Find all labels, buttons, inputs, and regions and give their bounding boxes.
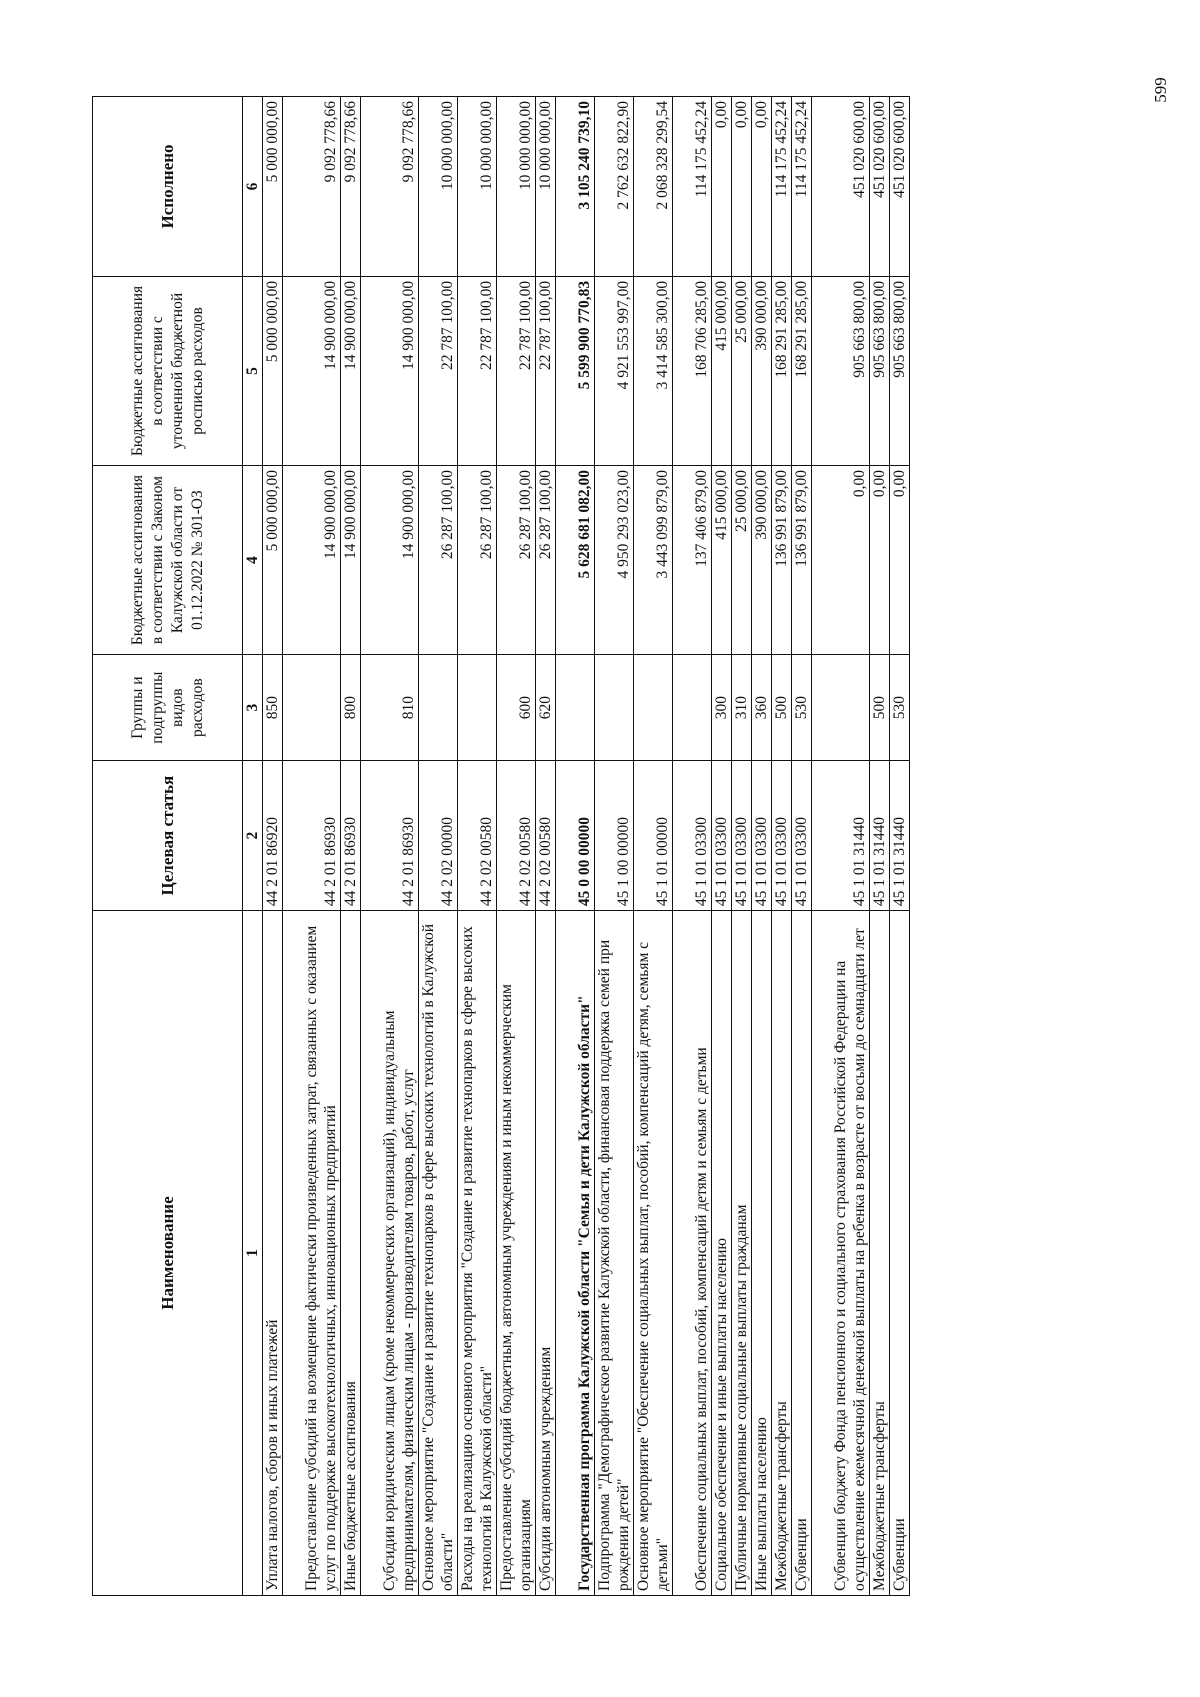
row-group-code: 310 [732, 655, 752, 761]
header-name: Наименование [93, 911, 243, 1596]
row-law-amount: 25 000,00 [732, 466, 752, 655]
row-name: Предоставление субсидий на возмещение фактически произведенных затрат, связанных с оказанием услуг по поддержке высокотехнологичных, инновационных предприятий [283, 911, 341, 1596]
row-name: Расходы на реализацию основного мероприятия "Создание и развитие технопарков в сфере высоких технологий в Калужской области" [458, 911, 497, 1596]
row-refined-amount: 5 599 900 770,83 [556, 276, 595, 465]
row-refined-amount: 14 900 000,00 [283, 276, 341, 465]
row-name: Иные выплаты населению [752, 911, 772, 1596]
row-group-code [812, 655, 870, 761]
row-name: Субвенции [890, 911, 910, 1596]
row-target-code: 45 0 00 00000 [556, 761, 595, 911]
header-group: Группы и подгруппы видов расходов [93, 655, 243, 761]
row-target-code: 45 1 01 03300 [712, 761, 732, 911]
row-refined-amount: 168 291 285,00 [792, 276, 812, 465]
header-law: Бюджетные ассигнования в соответствии с Законом Калужской области от 01.12.2022 № 301-ОЗ [93, 466, 243, 655]
row-target-code: 44 2 01 86920 [263, 761, 283, 911]
row-group-code: 810 [361, 655, 419, 761]
row-law-amount: 415 000,00 [712, 466, 732, 655]
row-law-amount: 14 900 000,00 [341, 466, 361, 655]
row-target-code: 45 1 01 31440 [812, 761, 870, 911]
row-law-amount: 136 991 879,00 [792, 466, 812, 655]
row-target-code: 44 2 02 00580 [497, 761, 536, 911]
table-row [556, 97, 595, 1596]
table-row [283, 97, 341, 1596]
row-refined-amount: 168 706 285,00 [673, 276, 712, 465]
col-number: 5 [243, 276, 263, 465]
row-target-code: 45 1 01 03300 [792, 761, 812, 911]
row-done-amount: 10 000 000,00 [497, 97, 536, 277]
row-done-amount: 114 175 452,24 [792, 97, 812, 277]
row-group-code [595, 655, 634, 761]
row-target-code: 44 2 01 86930 [361, 761, 419, 911]
row-law-amount: 14 900 000,00 [361, 466, 419, 655]
table-row [772, 97, 792, 1596]
row-law-amount: 3 443 099 879,00 [634, 466, 673, 655]
row-refined-amount: 905 663 800,00 [812, 276, 870, 465]
table-row [634, 97, 673, 1596]
row-target-code: 44 2 01 86930 [283, 761, 341, 911]
row-law-amount: 4 950 293 023,00 [595, 466, 634, 655]
row-law-amount: 136 991 879,00 [772, 466, 792, 655]
row-law-amount: 26 287 100,00 [536, 466, 556, 655]
table-row [752, 97, 772, 1596]
row-done-amount: 2 068 328 299,54 [634, 97, 673, 277]
row-group-code [556, 655, 595, 761]
row-name: Государственная программа Калужской области "Семья и дети Калужской области" [556, 911, 595, 1596]
row-law-amount: 0,00 [890, 466, 910, 655]
row-done-amount: 9 092 778,66 [361, 97, 419, 277]
row-refined-amount: 25 000,00 [732, 276, 752, 465]
row-name: Предоставление субсидий бюджетным, автономным учреждениям и иным некоммерческим организациям [497, 911, 536, 1596]
row-done-amount: 10 000 000,00 [458, 97, 497, 277]
row-group-code: 620 [536, 655, 556, 761]
table-row [458, 97, 497, 1596]
row-group-code: 500 [772, 655, 792, 761]
row-group-code: 500 [870, 655, 890, 761]
row-name: Публичные нормативные социальные выплаты гражданам [732, 911, 752, 1596]
row-target-code: 45 1 01 03300 [772, 761, 792, 911]
row-law-amount: 5 000 000,00 [263, 466, 283, 655]
table-row [361, 97, 419, 1596]
table-row [497, 97, 536, 1596]
row-done-amount: 114 175 452,24 [673, 97, 712, 277]
table-row [812, 97, 870, 1596]
row-target-code: 45 1 01 03300 [752, 761, 772, 911]
row-done-amount: 451 020 600,00 [812, 97, 870, 277]
row-group-code: 360 [752, 655, 772, 761]
row-name: Межбюджетные трансферты [870, 911, 890, 1596]
table-row [419, 97, 458, 1596]
row-refined-amount: 14 900 000,00 [361, 276, 419, 465]
row-refined-amount: 905 663 800,00 [890, 276, 910, 465]
row-law-amount: 137 406 879,00 [673, 466, 712, 655]
row-name: Субсидии юридическим лицам (кроме некоммерческих организаций), индивидуальным предпринимателям, физическим лицам - производителям товаров, работ, услуг [361, 911, 419, 1596]
table-row [595, 97, 634, 1596]
row-done-amount: 5 000 000,00 [263, 97, 283, 277]
table-row [673, 97, 712, 1596]
table-body [263, 97, 910, 1596]
row-name: Подпрограмма "Демографическое развитие Калужской области, финансовая поддержка семей при рождении детей" [595, 911, 634, 1596]
page-number: 599 [1150, 77, 1170, 103]
col-number: 3 [243, 655, 263, 761]
row-name: Основное мероприятие "Обеспечение социальных выплат, пособий, компенсаций детям, семьям с детьми" [634, 911, 673, 1596]
row-group-code: 530 [890, 655, 910, 761]
table-row [890, 97, 910, 1596]
row-refined-amount: 4 921 553 997,00 [595, 276, 634, 465]
row-done-amount: 9 092 778,66 [341, 97, 361, 277]
row-group-code: 300 [712, 655, 732, 761]
row-refined-amount: 22 787 100,00 [536, 276, 556, 465]
row-group-code [673, 655, 712, 761]
row-refined-amount: 22 787 100,00 [419, 276, 458, 465]
row-law-amount: 26 287 100,00 [419, 466, 458, 655]
row-group-code [283, 655, 341, 761]
row-name: Субвенции [792, 911, 812, 1596]
row-done-amount: 114 175 452,24 [772, 97, 792, 277]
row-target-code: 44 2 01 86930 [341, 761, 361, 911]
row-refined-amount: 168 291 285,00 [772, 276, 792, 465]
row-group-code: 800 [341, 655, 361, 761]
row-target-code: 44 2 02 00000 [419, 761, 458, 911]
row-done-amount: 10 000 000,00 [536, 97, 556, 277]
row-refined-amount: 22 787 100,00 [497, 276, 536, 465]
header-refined: Бюджетные ассигнования в соответствии с уточненной бюджетной росписью расходов [93, 276, 243, 465]
row-name: Субсидии автономным учреждениям [536, 911, 556, 1596]
row-refined-amount: 14 900 000,00 [341, 276, 361, 465]
header-done: Исполнено [93, 97, 243, 277]
row-done-amount: 2 762 632 822,90 [595, 97, 634, 277]
row-done-amount: 0,00 [732, 97, 752, 277]
row-refined-amount: 390 000,00 [752, 276, 772, 465]
row-group-code [458, 655, 497, 761]
row-law-amount: 0,00 [870, 466, 890, 655]
table-row [792, 97, 812, 1596]
table-row [712, 97, 732, 1596]
row-done-amount: 0,00 [712, 97, 732, 277]
row-done-amount: 10 000 000,00 [419, 97, 458, 277]
row-refined-amount: 905 663 800,00 [870, 276, 890, 465]
row-done-amount: 0,00 [752, 97, 772, 277]
row-target-code: 45 1 00 00000 [595, 761, 634, 911]
row-name: Социальное обеспечение и иные выплаты населению [712, 911, 732, 1596]
row-name: Основное мероприятие "Создание и развитие технопарков в сфере высоких технологий в Калужской области" [419, 911, 458, 1596]
row-law-amount: 5 628 681 082,00 [556, 466, 595, 655]
table-row [536, 97, 556, 1596]
row-refined-amount: 5 000 000,00 [263, 276, 283, 465]
row-law-amount: 26 287 100,00 [458, 466, 497, 655]
row-done-amount: 9 092 778,66 [283, 97, 341, 277]
row-group-code: 850 [263, 655, 283, 761]
table-row [732, 97, 752, 1596]
row-done-amount: 451 020 600,00 [890, 97, 910, 277]
row-group-code [419, 655, 458, 761]
budget-table [92, 96, 910, 1596]
header-target: Целевая статья [93, 761, 243, 911]
row-group-code: 600 [497, 655, 536, 761]
row-target-code: 45 1 01 00000 [634, 761, 673, 911]
row-law-amount: 0,00 [812, 466, 870, 655]
row-target-code: 45 1 01 03300 [673, 761, 712, 911]
col-number: 4 [243, 466, 263, 655]
row-target-code: 45 1 01 31440 [870, 761, 890, 911]
col-number: 6 [243, 97, 263, 277]
row-done-amount: 451 020 600,00 [870, 97, 890, 277]
rotated-page [92, 96, 1092, 1596]
row-refined-amount: 22 787 100,00 [458, 276, 497, 465]
row-name: Межбюджетные трансферты [772, 911, 792, 1596]
row-name: Иные бюджетные ассигнования [341, 911, 361, 1596]
row-law-amount: 26 287 100,00 [497, 466, 536, 655]
row-law-amount: 14 900 000,00 [283, 466, 341, 655]
row-target-code: 45 1 01 31440 [890, 761, 910, 911]
row-group-code [634, 655, 673, 761]
table-row [870, 97, 890, 1596]
col-number: 1 [243, 911, 263, 1596]
row-name: Субвенции бюджету Фонда пенсионного и социального страхования Российской Федерации на осуществление ежемесячной денежной выплаты на ребенка в возрасте от восьми до семнадцати лет [812, 911, 870, 1596]
col-number: 2 [243, 761, 263, 911]
row-target-code: 44 2 02 00580 [458, 761, 497, 911]
row-refined-amount: 415 000,00 [712, 276, 732, 465]
row-law-amount: 390 000,00 [752, 466, 772, 655]
table-row [263, 97, 283, 1596]
table-row [341, 97, 361, 1596]
row-done-amount: 3 105 240 739,10 [556, 97, 595, 277]
row-target-code: 45 1 01 03300 [732, 761, 752, 911]
row-refined-amount: 3 414 585 300,00 [634, 276, 673, 465]
row-name: Уплата налогов, сборов и иных платежей [263, 911, 283, 1596]
row-group-code: 530 [792, 655, 812, 761]
row-name: Обеспечение социальных выплат, пособий, компенсаций детям и семьям с детьми [673, 911, 712, 1596]
row-target-code: 44 2 02 00580 [536, 761, 556, 911]
